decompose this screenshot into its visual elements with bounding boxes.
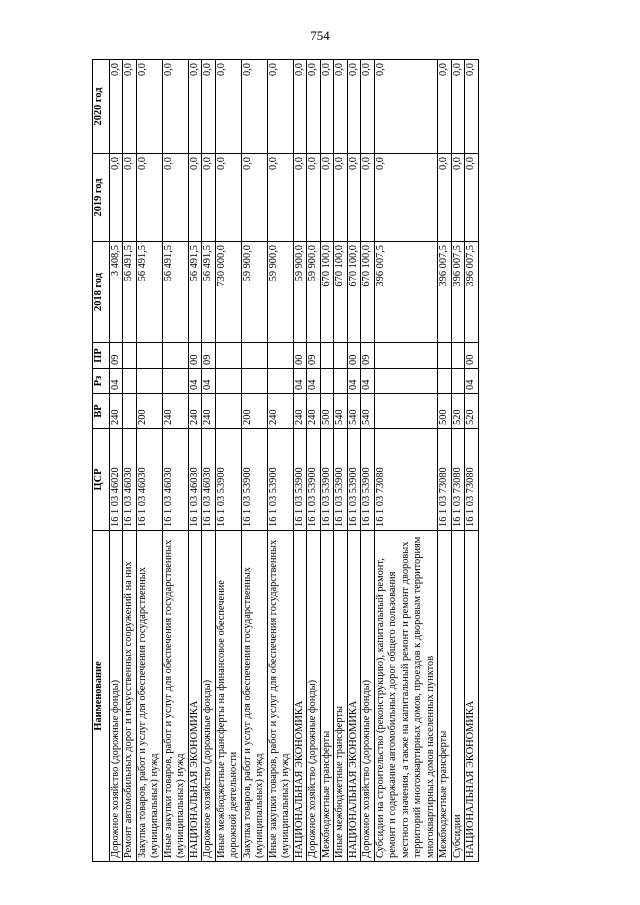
cell-vr: 520	[451, 394, 464, 429]
header-csr: ЦСР	[93, 429, 110, 531]
cell-rz: 04	[347, 369, 360, 394]
table-body	[110, 60, 479, 862]
cell-2020: 0,0	[307, 60, 320, 154]
table-row	[241, 60, 267, 862]
cell-2020: 0,0	[162, 60, 188, 154]
cell-csr: 16 1 03 53900	[347, 429, 360, 531]
cell-vr: 540	[334, 394, 347, 429]
cell-rz	[215, 369, 241, 394]
cell-2018: 59 900,0	[307, 242, 320, 343]
cell-2019: 0,0	[123, 154, 136, 242]
header-2020: 2020 год	[93, 60, 110, 154]
cell-name: НАЦИОНАЛЬНАЯ ЭКОНОМИКА	[347, 531, 360, 862]
header-vr: ВР	[93, 394, 110, 429]
cell-name: Субсидии	[451, 531, 464, 862]
cell-csr: 16 1 03 73080	[465, 429, 478, 531]
table-row	[123, 60, 136, 862]
cell-vr: 240	[188, 394, 201, 429]
cell-pr: 00	[188, 343, 201, 369]
table-row	[162, 60, 188, 862]
table-row	[451, 60, 464, 862]
cell-csr: 16 1 03 46030	[136, 429, 162, 531]
cell-pr	[438, 343, 451, 369]
cell-2018: 59 900,0	[241, 242, 267, 343]
cell-name: Дорожное хозяйство (дорожные фонды)	[307, 531, 320, 862]
cell-2019: 0,0	[347, 154, 360, 242]
cell-2020: 0,0	[110, 60, 123, 154]
cell-name: Дорожное хозяйство (дорожные фонды)	[361, 531, 374, 862]
table-row	[307, 60, 320, 862]
cell-name: Закупка товаров, работ и услуг для обеспечения государственных (муниципальных) нужд	[241, 531, 267, 862]
cell-2018: 59 900,0	[267, 242, 293, 343]
cell-name: Дорожное хозяйство (дорожные фонды)	[110, 531, 123, 862]
cell-rz: 04	[293, 369, 306, 394]
header-name: Наименование	[93, 531, 110, 862]
cell-2018: 730 000,0	[215, 242, 241, 343]
cell-csr: 16 1 03 53900	[320, 429, 333, 531]
table-row	[110, 60, 123, 862]
cell-2018: 396 007,5	[438, 242, 451, 343]
cell-csr: 16 1 03 46030	[162, 429, 188, 531]
cell-2019: 0,0	[320, 154, 333, 242]
cell-pr: 09	[202, 343, 215, 369]
cell-2018: 396 007,5	[451, 242, 464, 343]
cell-2018: 56 491,5	[123, 242, 136, 343]
table-row	[374, 60, 437, 862]
cell-pr	[334, 343, 347, 369]
cell-2019: 0,0	[188, 154, 201, 242]
cell-name: Ремонт автомобильных дорог и искусственных сооружений на них	[123, 531, 136, 862]
page-number: 754	[310, 28, 330, 43]
cell-2020: 0,0	[438, 60, 451, 154]
table-row	[334, 60, 347, 862]
header-pr: ПР	[93, 343, 110, 369]
cell-csr: 16 1 03 46030	[123, 429, 136, 531]
cell-2018: 56 491,5	[188, 242, 201, 343]
cell-2018: 56 491,5	[162, 242, 188, 343]
cell-2020: 0,0	[293, 60, 306, 154]
cell-vr	[123, 394, 136, 429]
cell-csr: 16 1 03 46030	[202, 429, 215, 531]
cell-2019: 0,0	[202, 154, 215, 242]
cell-2020: 0,0	[374, 60, 437, 154]
cell-pr	[162, 343, 188, 369]
cell-pr	[267, 343, 293, 369]
cell-2020: 0,0	[267, 60, 293, 154]
cell-csr: 16 1 03 53900	[307, 429, 320, 531]
cell-pr	[241, 343, 267, 369]
budget-table	[92, 59, 479, 862]
cell-2019: 0,0	[241, 154, 267, 242]
cell-name: Межбюджетные трансферты	[320, 531, 333, 862]
cell-2018: 670 100,0	[334, 242, 347, 343]
cell-rz	[162, 369, 188, 394]
cell-2020: 0,0	[334, 60, 347, 154]
table-row	[361, 60, 374, 862]
cell-vr	[215, 394, 241, 429]
cell-2019: 0,0	[374, 154, 437, 242]
cell-pr	[215, 343, 241, 369]
cell-2020: 0,0	[188, 60, 201, 154]
cell-2019: 0,0	[215, 154, 241, 242]
cell-2020: 0,0	[451, 60, 464, 154]
cell-rz	[123, 369, 136, 394]
cell-name: Субсидии на строительство (реконструкцию), капитальный ремонт, ремонт и содержание автомобильных дорог общего пользования местного значения, а также на капитальный ремонт и ремонт дворовых территорий многоквартирных домов, проездов к дворовым территориям многоквартирных домов населенных пунктов	[374, 531, 437, 862]
cell-2018: 670 100,0	[347, 242, 360, 343]
cell-rz: 04	[361, 369, 374, 394]
header-2019: 2019 год	[93, 154, 110, 242]
cell-2018: 670 100,0	[320, 242, 333, 343]
cell-csr: 16 1 03 53900	[293, 429, 306, 531]
cell-pr	[123, 343, 136, 369]
cell-csr: 16 1 03 53900	[334, 429, 347, 531]
cell-pr: 09	[110, 343, 123, 369]
cell-name: Иные межбюджетные трансферты на финансовое обеспечение дорожной деятельности	[215, 531, 241, 862]
cell-2018: 670 100,0	[361, 242, 374, 343]
cell-vr: 540	[361, 394, 374, 429]
cell-vr: 240	[202, 394, 215, 429]
cell-rz	[438, 369, 451, 394]
table-row	[136, 60, 162, 862]
cell-name: Межбюджетные трансферты	[438, 531, 451, 862]
cell-rz	[136, 369, 162, 394]
table-row	[465, 60, 478, 862]
cell-rz	[451, 369, 464, 394]
cell-2019: 0,0	[307, 154, 320, 242]
cell-2018: 3 408,5	[110, 242, 123, 343]
cell-rz: 04	[110, 369, 123, 394]
cell-2019: 0,0	[451, 154, 464, 242]
cell-pr: 00	[465, 343, 478, 369]
cell-2018: 56 491,5	[136, 242, 162, 343]
cell-name: НАЦИОНАЛЬНАЯ ЭКОНОМИКА	[465, 531, 478, 862]
table-row	[320, 60, 333, 862]
cell-pr	[451, 343, 464, 369]
cell-2019: 0,0	[334, 154, 347, 242]
table-header-row	[93, 60, 110, 862]
cell-2019: 0,0	[267, 154, 293, 242]
cell-2019: 0,0	[438, 154, 451, 242]
cell-vr	[374, 394, 437, 429]
table-row	[293, 60, 306, 862]
cell-name: НАЦИОНАЛЬНАЯ ЭКОНОМИКА	[293, 531, 306, 862]
cell-2019: 0,0	[465, 154, 478, 242]
cell-vr: 200	[136, 394, 162, 429]
cell-2019: 0,0	[162, 154, 188, 242]
header-rz: Рз	[93, 369, 110, 394]
table-row	[188, 60, 201, 862]
cell-csr: 16 1 03 73080	[438, 429, 451, 531]
rotated-table-wrapper	[92, 60, 562, 862]
cell-2020: 0,0	[465, 60, 478, 154]
cell-name: Иные закупки товаров, работ и услуг для обеспечения государственных (муниципальных) нужд	[162, 531, 188, 862]
cell-2020: 0,0	[215, 60, 241, 154]
header-2018: 2018 год	[93, 242, 110, 343]
table-row	[438, 60, 451, 862]
cell-pr	[136, 343, 162, 369]
cell-pr	[320, 343, 333, 369]
cell-pr: 09	[307, 343, 320, 369]
cell-vr: 500	[438, 394, 451, 429]
cell-2018: 59 900,0	[293, 242, 306, 343]
cell-2020: 0,0	[202, 60, 215, 154]
cell-pr: 00	[293, 343, 306, 369]
cell-2020: 0,0	[347, 60, 360, 154]
cell-csr: 16 1 03 73080	[374, 429, 437, 531]
cell-2020: 0,0	[320, 60, 333, 154]
cell-vr: 240	[110, 394, 123, 429]
cell-name: НАЦИОНАЛЬНАЯ ЭКОНОМИКА	[188, 531, 201, 862]
cell-rz	[374, 369, 437, 394]
cell-2018: 396 007,5	[465, 242, 478, 343]
cell-rz	[241, 369, 267, 394]
cell-csr: 16 1 03 53900	[241, 429, 267, 531]
cell-name: Иные закупки товаров, работ и услуг для обеспечения государственных (муниципальных) нужд	[267, 531, 293, 862]
cell-vr: 240	[162, 394, 188, 429]
cell-rz: 04	[202, 369, 215, 394]
cell-csr: 16 1 03 53900	[267, 429, 293, 531]
cell-vr: 540	[347, 394, 360, 429]
cell-vr: 500	[320, 394, 333, 429]
cell-vr: 240	[293, 394, 306, 429]
cell-2019: 0,0	[293, 154, 306, 242]
cell-vr: 200	[241, 394, 267, 429]
cell-csr: 16 1 03 46020	[110, 429, 123, 531]
cell-2018: 396 007,5	[374, 242, 437, 343]
cell-csr: 16 1 03 53900	[215, 429, 241, 531]
table-row	[347, 60, 360, 862]
table-row	[215, 60, 241, 862]
table-row	[202, 60, 215, 862]
cell-2020: 0,0	[136, 60, 162, 154]
cell-rz	[320, 369, 333, 394]
cell-2019: 0,0	[361, 154, 374, 242]
cell-vr: 240	[267, 394, 293, 429]
cell-csr: 16 1 03 46030	[188, 429, 201, 531]
cell-2020: 0,0	[123, 60, 136, 154]
table-row	[267, 60, 293, 862]
cell-vr: 240	[307, 394, 320, 429]
cell-name: Дорожное хозяйство (дорожные фонды)	[202, 531, 215, 862]
cell-2020: 0,0	[361, 60, 374, 154]
cell-rz: 04	[307, 369, 320, 394]
cell-pr	[374, 343, 437, 369]
cell-csr: 16 1 03 73080	[451, 429, 464, 531]
cell-csr: 16 1 03 53900	[361, 429, 374, 531]
cell-rz: 04	[465, 369, 478, 394]
cell-rz: 04	[188, 369, 201, 394]
cell-pr: 09	[361, 343, 374, 369]
cell-2019: 0,0	[110, 154, 123, 242]
cell-2020: 0,0	[241, 60, 267, 154]
cell-2019: 0,0	[136, 154, 162, 242]
cell-name: Иные межбюджетные трансферты	[334, 531, 347, 862]
cell-name: Закупка товаров, работ и услуг для обеспечения государственных (муниципальных) нужд	[136, 531, 162, 862]
cell-rz	[334, 369, 347, 394]
cell-2018: 56 491,5	[202, 242, 215, 343]
cell-vr: 520	[465, 394, 478, 429]
cell-pr: 00	[347, 343, 360, 369]
cell-rz	[267, 369, 293, 394]
